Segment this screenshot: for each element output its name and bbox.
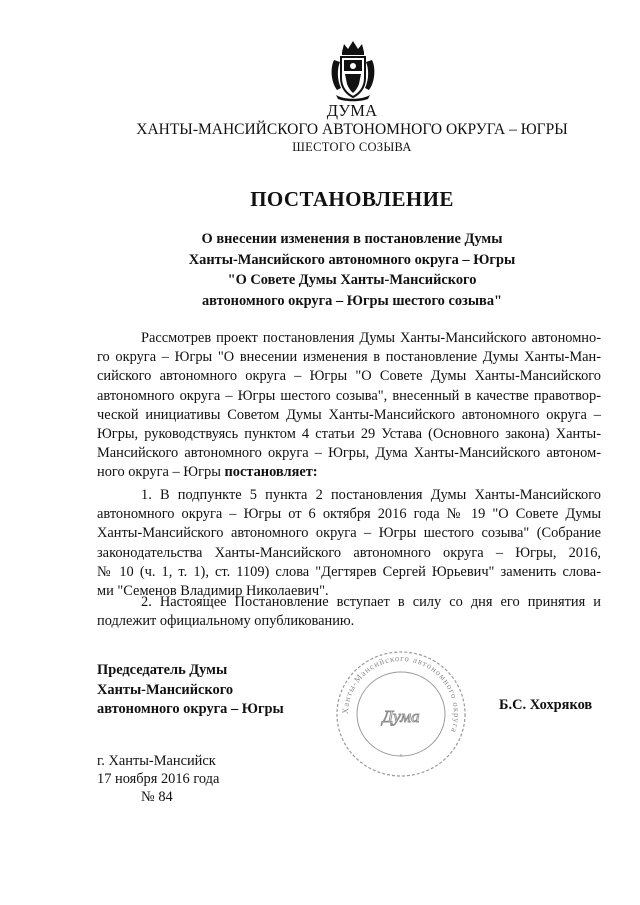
place-date-block	[97, 752, 219, 806]
item-1-paragraph	[97, 486, 601, 601]
org-convocation: ШЕСТОГО СОЗЫВА	[292, 140, 412, 154]
document-type-heading: ПОСТАНОВЛЕНИЕ	[250, 187, 454, 211]
paragraph-line	[97, 463, 601, 482]
preamble-tail: ного округа – Югры	[97, 464, 221, 481]
signer-position	[97, 661, 284, 720]
document-place: г. Ханты-Мансийск	[97, 753, 216, 769]
signer-position-line: автономного округа – Югры	[97, 701, 284, 718]
paragraph-line: № 10 (ч. 1, т. 1), ст. 1109) слова "Дегтярев Сергей Юрьевич" заменить слова-	[97, 563, 601, 580]
signer-name: Б.С. Хохряков	[499, 697, 593, 713]
seal-ring-text: Ханты-Мансийского автономного округа	[339, 652, 463, 735]
org-name: ДУМА	[326, 101, 378, 120]
document-title	[64, 229, 640, 311]
title-line: Ханты-Мансийского автономного округа – Югры	[188, 251, 516, 268]
signer-position-line: Председатель Думы	[97, 662, 228, 678]
paragraph-line: сийского автономного округа – Югры "О Совете Думы Ханты-Мансийского	[97, 368, 601, 385]
title-line: автономного округа – Югры шестого созыва"	[201, 292, 503, 309]
document-date: 17 ноября 2016 года	[97, 771, 220, 787]
paragraph-line: Мансийского автономного округа – Югры, Дума Ханты-Мансийского автоном-	[97, 445, 601, 462]
paragraph-line: Югры, руководствуясь пунктом 4 статьи 29 Устава (Основного закона) Ханты-	[97, 426, 601, 443]
paragraph-line: подлежит официальному опубликованию.	[97, 613, 355, 630]
preamble-paragraph	[97, 329, 601, 483]
paragraph-line: го округа – Югры "О внесении изменения в постановление Думы Ханты-Ман-	[97, 349, 601, 366]
paragraph-line: Рассмотрев проект постановления Думы Ханты-Мансийского автономно-	[141, 330, 601, 346]
official-seal-icon	[326, 648, 476, 780]
title-line: О внесении изменения в постановление Думы	[201, 231, 503, 247]
svg-text:*: *	[399, 754, 403, 760]
item-2-paragraph	[97, 593, 601, 631]
title-line: "О Совете Думы Ханты-Мансийского	[227, 272, 477, 288]
document-number: № 84	[141, 789, 173, 805]
seal-center-text: Дума	[382, 707, 420, 726]
paragraph-line: 2. Настоящее Постановление вступает в силу со дня его принятия и	[141, 594, 601, 610]
paragraph-line: ческой инициативы Советом Думы Ханты-Мансийского автономного округа –	[97, 406, 601, 423]
paragraph-line: автономного округа – Югры от 6 октября 2016 года № 19 "О Совете Думы	[97, 506, 601, 523]
org-region: ХАНТЫ-МАНСИЙСКОГО АВТОНОМНОГО ОКРУГА – ЮГРЫ	[136, 121, 568, 138]
paragraph-line: ми "Семенов Владимир Николаевич".	[97, 583, 329, 600]
resolves-word: постановляет:	[224, 464, 318, 481]
paragraph-line: 1. В подпункте 5 пункта 2 постановления Думы Ханты-Мансийского	[141, 487, 601, 503]
paragraph-line: Ханты-Мансийского автономного округа – Югры шестого созыва" (Собрание	[97, 525, 601, 542]
signer-position-line: Ханты-Мансийского	[97, 681, 234, 698]
coat-of-arms-icon	[328, 38, 378, 102]
paragraph-line: автономного округа – Югры шестого созыва", внесенный в качестве правотвор-	[97, 387, 601, 404]
paragraph-line: законодательства Ханты-Мансийского автономного округа – Югры, 2016,	[97, 544, 601, 561]
